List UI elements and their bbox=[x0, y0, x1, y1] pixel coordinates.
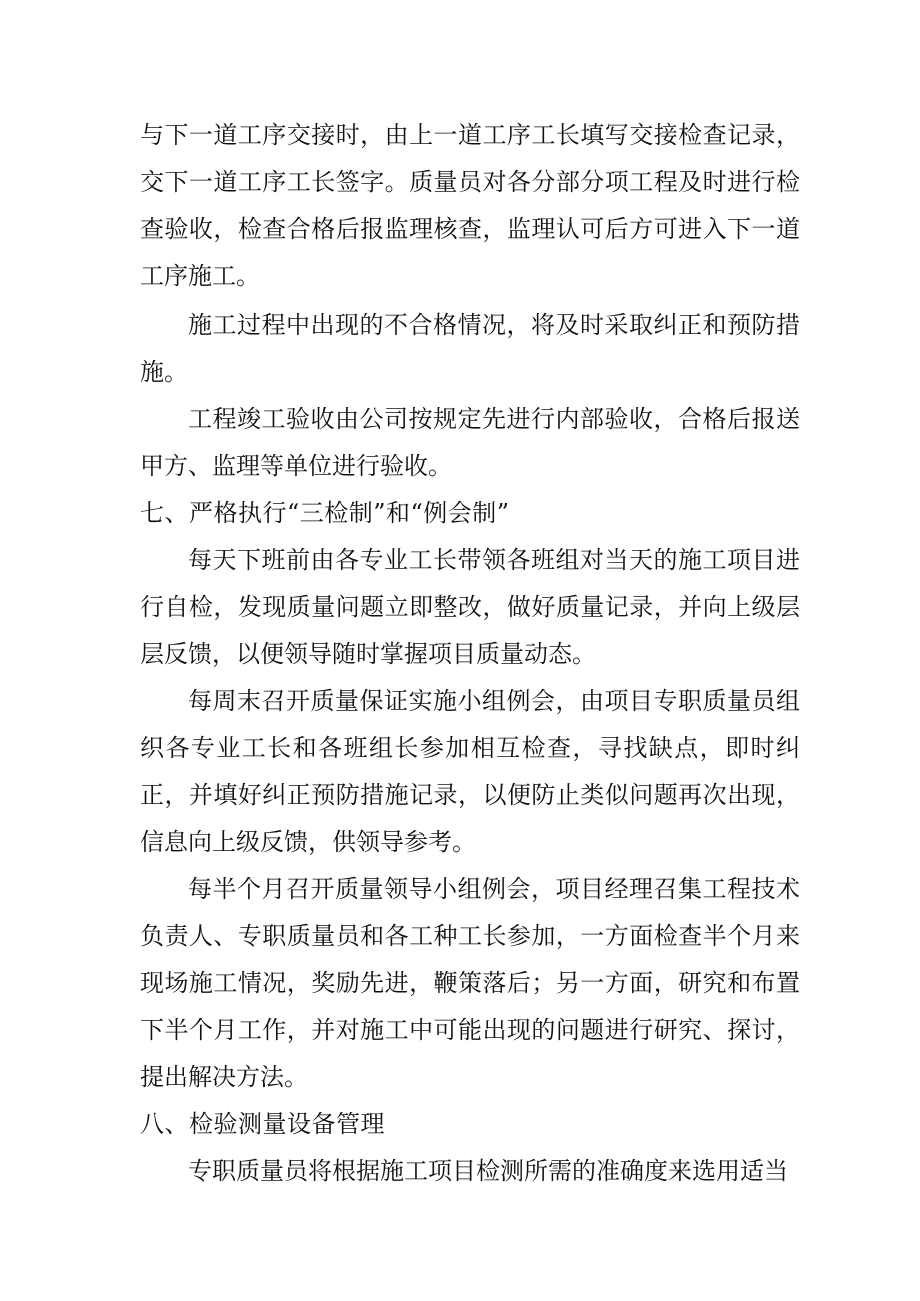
paragraph-completion-acceptance: 工程竣工验收由公司按规定先进行内部验收，合格后报送甲方、监理等单位进行验收。 bbox=[140, 405, 800, 480]
paragraph-measurement-equipment: 专职质量员将根据施工项目检测所需的准确度来选用适当 bbox=[188, 1157, 788, 1185]
paragraph-daily-self-check: 每天下班前由各专业工长带领各班组对当天的施工项目进行自检，发现质量问题立即整改，做好质量记录，并向上级层层反馈，以便领导随时掌握项目质量动态。 bbox=[140, 546, 800, 668]
paragraph-biweekly-meeting: 每半个月召开质量领导小组例会，项目经理召集工程技术负责人、专职质量员和各工种工长参加，一方面检查半个月来现场施工情况，奖励先进，鞭策落后；另一方面，研究和布置下半个月工作，并对施工中可能出现的问题进行研究、探讨，提出解决方法。 bbox=[140, 875, 800, 1091]
section-heading-eight: 八、检验测量设备管理 bbox=[140, 1110, 385, 1138]
paragraph-nonconformity: 施工过程中出现的不合格情况，将及时采取纠正和预防措施。 bbox=[140, 311, 800, 386]
section-heading-seven: 七、严格执行“三检制”和“例会制” bbox=[140, 499, 510, 527]
document-body bbox=[140, 112, 800, 1195]
paragraph-weekly-meeting: 每周末召开质量保证实施小组例会，由项目专职质量员组织各专业工长和各班组长参加相互检查，寻找缺点，即时纠正，并填好纠正预防措施记录，以便防止类似问题再次出现，信息向上级反馈，供领导参考。 bbox=[140, 687, 800, 856]
paragraph-handover: 与下一道工序交接时，由上一道工序工长填写交接检查记录，交下一道工序工长签字。质量员对各分部分项工程及时进行检查验收，检查合格后报监理核查，监理认可后方可进入下一道工序施工。 bbox=[140, 121, 800, 290]
